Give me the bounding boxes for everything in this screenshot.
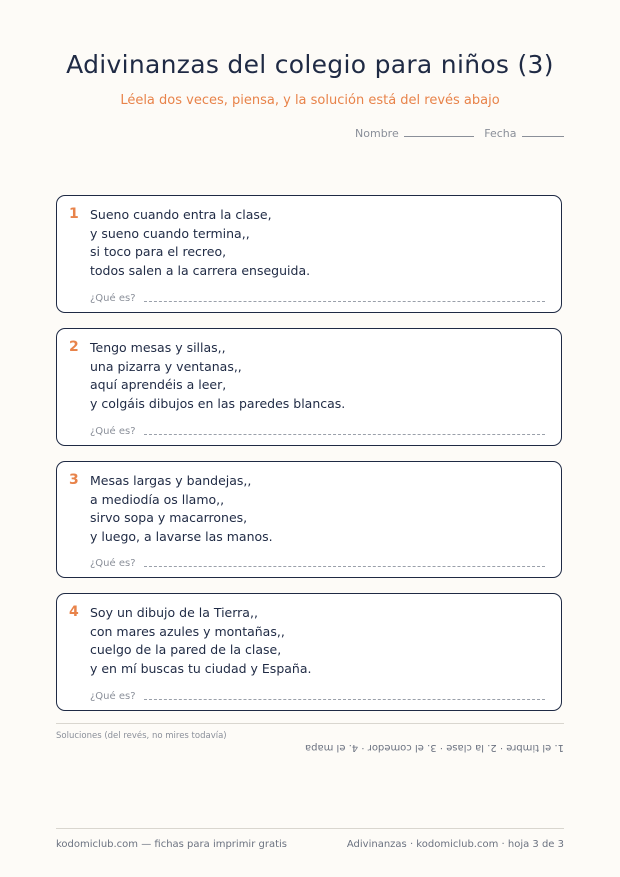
riddle-line: y sueno cuando termina,, <box>90 225 250 241</box>
riddle-number: 3 <box>69 472 79 488</box>
riddle-card <box>56 328 562 446</box>
riddle-line: si toco para el recreo, <box>90 244 227 260</box>
answer-row <box>90 426 545 437</box>
riddle-line: Tengo mesas y sillas,, <box>90 340 226 355</box>
answer-row <box>90 293 545 304</box>
riddle-line: Mesas largas y bandejas,, <box>90 473 252 488</box>
answer-blank[interactable] <box>144 300 545 302</box>
riddle-text <box>90 604 311 679</box>
riddle-line: una pizarra y ventanas,, <box>90 358 242 374</box>
riddle-line: y colgáis dibujos en las paredes blancas. <box>90 396 346 412</box>
date-field[interactable] <box>484 127 564 140</box>
riddle-line: y luego, a lavarse las manos. <box>90 529 273 545</box>
riddle-number: 1 <box>69 206 79 222</box>
page-title: Adivinanzas del colegio para niños (3) <box>66 50 554 79</box>
page-subtitle: Léela dos veces, piensa, y la solución está del revés abajo <box>120 93 500 108</box>
name-blank-line <box>404 135 474 137</box>
solutions-upside-down: 1. el timbre · 2. la clase · 3. el comedor · 4. el mapa <box>305 742 564 753</box>
riddle-card <box>56 461 562 578</box>
riddle-line: aquí aprendéis a leer, <box>90 377 227 393</box>
answer-label: ¿Qué es? <box>90 691 136 702</box>
answer-row <box>90 691 545 702</box>
riddle-line: cuelgo de la pared de la clase, <box>90 642 282 658</box>
riddle-card <box>56 593 562 711</box>
answer-blank[interactable] <box>144 433 545 435</box>
riddle-number: 2 <box>69 339 79 355</box>
riddle-text <box>90 472 273 547</box>
riddle-text <box>90 206 310 281</box>
riddle-number: 4 <box>69 604 79 620</box>
footer-site: kodomiclub.com — fichas para imprimir gratis <box>56 839 288 850</box>
answer-label: ¿Qué es? <box>90 558 136 569</box>
riddle-line: con mares azules y montañas,, <box>90 623 285 639</box>
riddle-card <box>56 195 562 313</box>
date-label: Fecha <box>484 127 517 140</box>
footer-page-info: Adivinanzas · kodomiclub.com · hoja 3 de 3 <box>346 839 564 850</box>
riddle-line: Sueno cuando entra la clase, <box>90 207 272 222</box>
footer-divider <box>56 828 564 829</box>
solutions-label: Soluciones (del revés, no mires todavía) <box>56 731 227 741</box>
name-label: Nombre <box>355 127 399 140</box>
name-field[interactable] <box>355 127 474 140</box>
riddle-line: sirvo sopa y macarrones, <box>90 510 248 526</box>
answer-label: ¿Qué es? <box>90 293 136 304</box>
date-blank-line <box>522 135 564 137</box>
riddle-line: y en mí buscas tu ciudad y España. <box>90 661 312 677</box>
riddle-line: Soy un dibujo de la Tierra,, <box>90 605 258 620</box>
solutions-divider <box>56 723 564 724</box>
riddle-line: todos salen a la carrera enseguida. <box>90 263 311 279</box>
answer-blank[interactable] <box>144 565 545 567</box>
answer-blank[interactable] <box>144 698 545 700</box>
riddle-line: a mediodía os llamo,, <box>90 491 225 507</box>
answer-label: ¿Qué es? <box>90 426 136 437</box>
answer-row <box>90 558 545 569</box>
name-date-fields <box>355 127 564 140</box>
riddle-text <box>90 339 345 414</box>
